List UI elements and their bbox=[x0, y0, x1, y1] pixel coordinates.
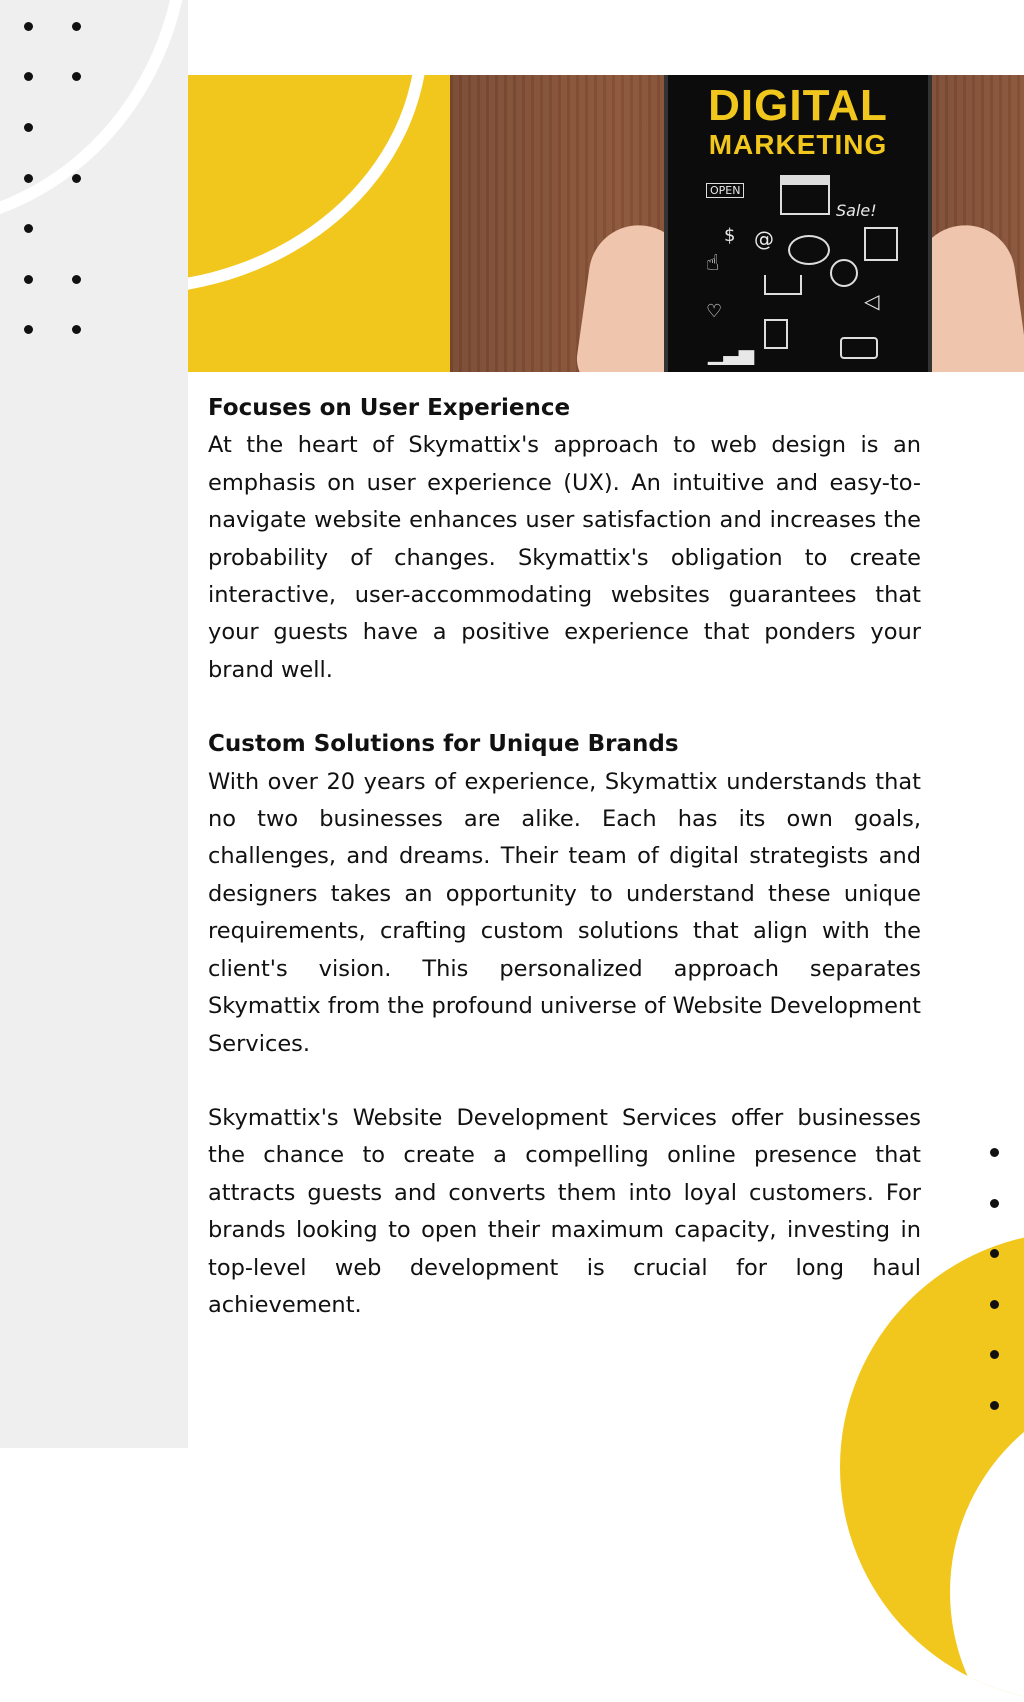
sale-doodle: Sale! bbox=[836, 201, 877, 220]
phone-screen bbox=[664, 75, 932, 372]
cart-doodle-icon bbox=[764, 275, 802, 295]
open-sign-doodle: OPEN bbox=[706, 183, 744, 198]
bar-chart-doodle-icon: ▁▃▅ bbox=[708, 341, 755, 365]
decorative-dot bbox=[72, 174, 81, 183]
decorative-dot bbox=[72, 72, 81, 81]
at-doodle: @ bbox=[754, 227, 774, 251]
decorative-dot bbox=[990, 1199, 999, 1208]
paragraph-spacer bbox=[208, 1063, 921, 1100]
closing-paragraph: Skymattix's Website Development Services offer businesses the chance to create a compelling online presence that attracts guests and converts them into loyal customers. For brands looking to open their maximum capacity, investing in top-level web development is crucial for long haul achievement. bbox=[208, 1104, 921, 1318]
left-side-panel bbox=[0, 0, 188, 1448]
decorative-dot bbox=[24, 123, 33, 132]
paragraph-spacer bbox=[208, 689, 921, 726]
section-paragraph: With over 20 years of experience, Skymattix understands that no two businesses are alike. Each has its own goals, challenges, and dreams. Their team of digital strategists and designers takes an opportunity to understand these unique requirements, crafting custom solutions that align with the client's vision. This personalized approach separates Skymattix from the profound universe of Website Development Services. bbox=[208, 768, 921, 1057]
decorative-dot bbox=[24, 72, 33, 81]
decorative-dot bbox=[72, 325, 81, 334]
decorative-arc bbox=[188, 75, 428, 295]
decorative-dot bbox=[24, 224, 33, 233]
hero-yellow-block bbox=[188, 75, 450, 372]
decorative-arc bbox=[0, 0, 190, 230]
hero-image-digital-marketing bbox=[450, 75, 1024, 372]
decorative-dot bbox=[24, 275, 33, 284]
shop-doodle-icon bbox=[780, 175, 830, 215]
phone-title-line2: MARKETING bbox=[708, 129, 888, 160]
section-heading: Focuses on User Experience bbox=[208, 395, 571, 421]
like-doodle-icon: ☝ bbox=[706, 251, 720, 276]
decorative-dot bbox=[990, 1148, 999, 1157]
user-doodle-icon bbox=[830, 259, 858, 287]
megaphone-doodle-icon: ◁ bbox=[864, 289, 880, 313]
decorative-dot bbox=[990, 1300, 999, 1309]
section-paragraph: At the heart of Skymattix's approach to web design is an emphasis on user experience (UX). An intuitive and easy-to-navigate website enhances user satisfaction and increases the probability of changes. Skymattix's obligation to create interactive, user-accommodating websites guarantees that your guests have a positive experience that ponders your brand well. bbox=[208, 432, 921, 683]
decorative-dot bbox=[24, 174, 33, 183]
decorative-dot bbox=[24, 325, 33, 334]
decorative-dot bbox=[990, 1249, 999, 1258]
decorative-dot bbox=[990, 1401, 999, 1410]
decorative-dot bbox=[72, 22, 81, 31]
decorative-dot bbox=[990, 1350, 999, 1359]
heart-doodle-icon: ♡ bbox=[706, 301, 723, 322]
chat-bubble-doodle-icon bbox=[788, 235, 830, 265]
document-doodle-icon bbox=[764, 319, 788, 349]
article-content bbox=[208, 390, 921, 1324]
newspaper-doodle-icon bbox=[864, 227, 898, 261]
search-doodle-icon bbox=[840, 337, 878, 359]
dollar-doodle: $ bbox=[724, 225, 736, 246]
decorative-dot bbox=[72, 275, 81, 284]
section-heading: Custom Solutions for Unique Brands bbox=[208, 731, 679, 758]
decorative-arc-cutout bbox=[950, 1382, 1024, 1702]
phone-title-line1: DIGITAL bbox=[708, 81, 888, 130]
decorative-dot bbox=[24, 22, 33, 31]
